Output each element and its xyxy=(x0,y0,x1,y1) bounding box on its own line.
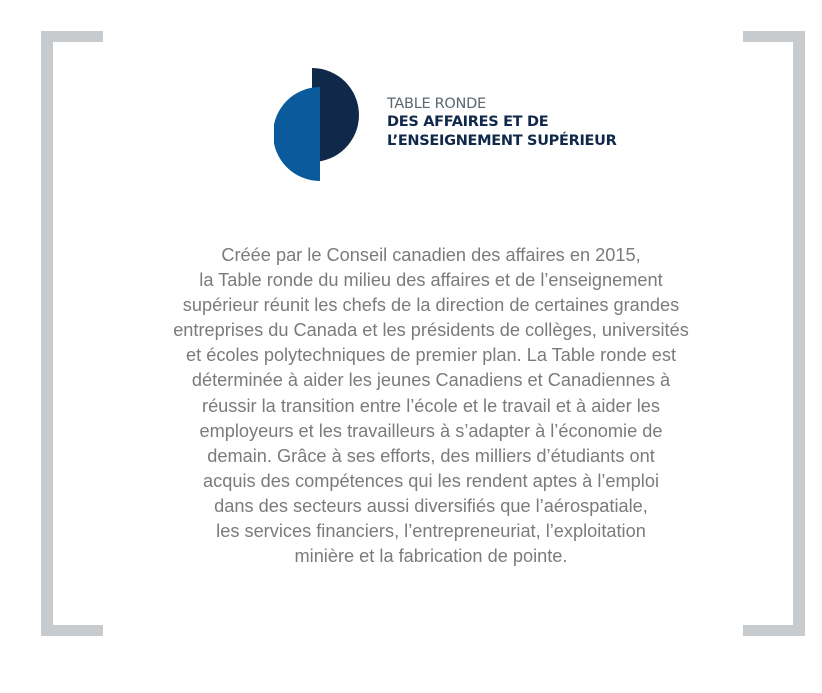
description-line: Créée par le Conseil canadien des affaires en 2015, xyxy=(221,245,641,265)
organization-logo xyxy=(274,68,634,184)
logo-line-table-ronde: TABLE RONDE xyxy=(387,96,486,112)
left-bracket-decoration xyxy=(41,31,103,636)
logo-wordmark xyxy=(387,96,617,151)
description-line: employeurs et les travailleurs à s’adapter à l’économie de xyxy=(199,420,663,441)
description-line: et écoles polytechniques de premier plan. La Table ronde est xyxy=(185,345,677,366)
description-line: acquis des compétences qui les rendent aptes à l’emploi xyxy=(203,470,659,491)
description-line: les services financiers, l’entrepreneuriat, l’exploitation xyxy=(216,521,646,542)
description-paragraph xyxy=(120,243,742,569)
semicircle-split-logo-icon xyxy=(274,68,362,182)
right-bracket-decoration xyxy=(743,31,805,636)
description-line: dans des secteurs aussi diversifiés que l’aérospatiale, xyxy=(214,495,648,516)
description-line: la Table ronde du milieu des affaires et de l’enseignement xyxy=(199,270,663,291)
description-line: minière et la fabrication de pointe. xyxy=(294,546,568,567)
logo-line-affaires: DES AFFAIRES ET DE xyxy=(387,114,549,130)
description-line: déterminée à aider les jeunes Canadiens et Canadiennes à xyxy=(191,370,671,391)
description-line: supérieur réunit les chefs de la direction de certaines grandes xyxy=(182,295,680,316)
logo-line-enseignement: L’ENSEIGNEMENT SUPÉRIEUR xyxy=(387,133,617,149)
description-line: entreprises du Canada et les présidents de collèges, universités xyxy=(173,320,689,341)
description-line: demain. Grâce à ses efforts, des milliers d’étudiants ont xyxy=(207,445,655,466)
description-line: réussir la transition entre l’école et le travail et à aider les xyxy=(202,395,660,416)
